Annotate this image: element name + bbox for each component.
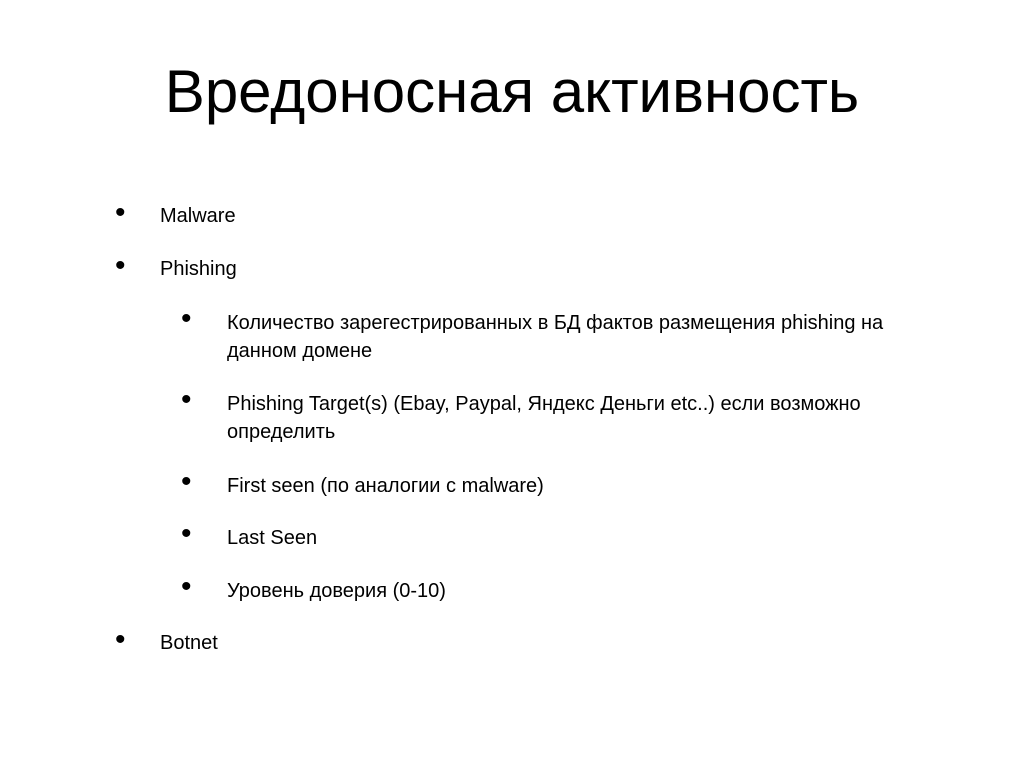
bullet-text: Phishing	[160, 258, 237, 280]
bullet-icon: •	[115, 196, 126, 229]
bullet-icon: •	[181, 570, 192, 603]
bullet-text: Botnet	[160, 632, 218, 654]
bullet-text: Количество зарегестрированных в БД фактов размещения phishing на данном домене	[227, 312, 884, 362]
slide-title: Вредоносная активность	[164, 58, 860, 125]
bullet-icon: •	[181, 517, 192, 550]
bullet-text: First seen (по аналогии с malware)	[227, 475, 544, 497]
bullet-icon: •	[181, 465, 192, 498]
bullet-icon: •	[181, 302, 192, 335]
bullet-text: Уровень доверия (0-10)	[227, 580, 446, 602]
bullet-text: Malware	[160, 205, 236, 227]
bullet-text: Phishing Target(s) (Ebay, Paypal, Яндекс Деньги etc..) если возможно определить	[227, 393, 861, 443]
bullet-text: Last Seen	[227, 527, 318, 549]
bullet-icon: •	[115, 249, 126, 282]
bullet-icon: •	[181, 383, 192, 416]
bullet-icon: •	[115, 623, 126, 656]
